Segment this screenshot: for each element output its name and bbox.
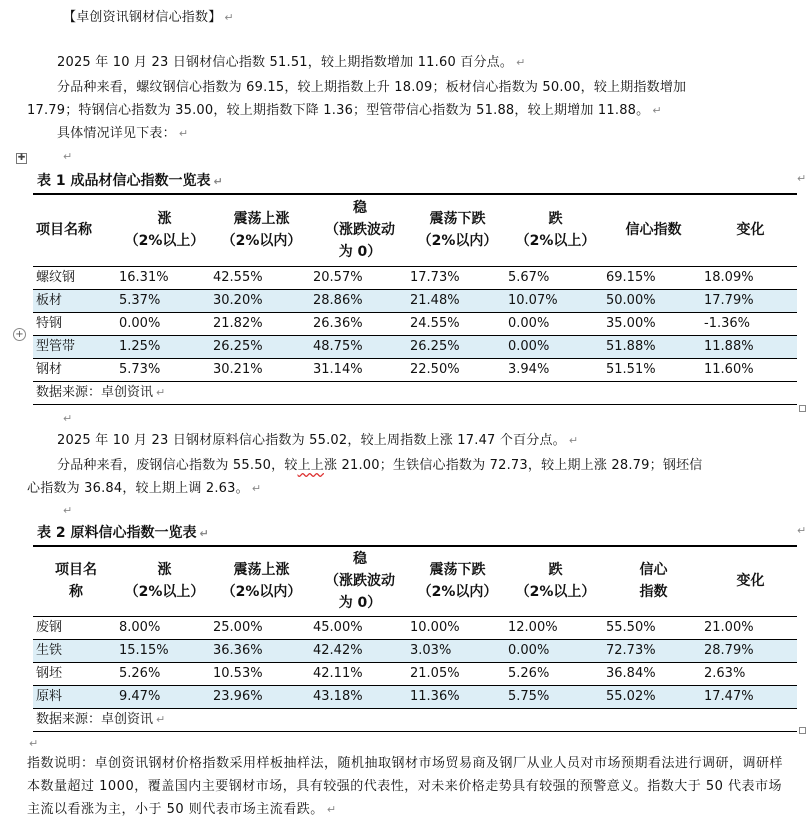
paragraph-4: 2025 年 10 月 23 日钢材原料信心指数为 55.02，较上周指数上涨 17.47 个百分点。 ↵ <box>57 433 579 448</box>
row-label: 型管带 <box>33 335 116 358</box>
header-cell-stable: 稳 （涨跌波动 为 0） <box>310 194 407 266</box>
table-cell: 26.25% <box>407 335 505 358</box>
paragraph-mark-icon: ↵ <box>251 482 262 495</box>
table-cell: 25.00% <box>210 616 310 639</box>
table-cell: 18.09% <box>701 266 797 289</box>
table-cell: 26.25% <box>210 335 310 358</box>
table-cell: 3.03% <box>407 639 505 662</box>
table-cell: 5.73% <box>116 358 210 381</box>
paragraph-mark-icon: ↵ <box>568 434 579 447</box>
table-row <box>33 266 797 289</box>
table-cell: 17.73% <box>407 266 505 289</box>
table-cell: 31.14% <box>310 358 407 381</box>
table-row <box>33 662 797 685</box>
table-cell: 0.00% <box>116 312 210 335</box>
row-label: 废钢 <box>33 616 116 639</box>
row-label: 板材 <box>33 289 116 312</box>
table-2-source-row <box>33 708 797 731</box>
table-cell: 2.63% <box>701 662 797 685</box>
header-cell-item-name: 项目名 称 <box>33 546 116 616</box>
header-cell-volatile-rise: 震荡上涨 （2%以内） <box>210 546 310 616</box>
table-cell: 17.79% <box>701 289 797 312</box>
table-cell: 21.82% <box>210 312 310 335</box>
paragraph-2-line-2: 17.79；特钢信心指数为 35.00，较上期指数下降 1.36；型管带信心指数为 51.88，较上期增加 11.88。 ↵ <box>27 103 662 118</box>
table-cell: 26.36% <box>310 312 407 335</box>
table-cell: 30.21% <box>210 358 310 381</box>
header-cell-change: 变化 <box>701 546 797 616</box>
header-cell-item-name: 项目名称 <box>33 194 116 266</box>
table-2-header-row <box>33 546 797 616</box>
paragraph-3: 具体情况详见下表： ↵ <box>57 126 189 141</box>
header-cell-rise: 涨 （2%以上） <box>116 546 210 616</box>
table-cell: 69.15% <box>603 266 701 289</box>
end-of-row-mark-icon: ↵ <box>797 524 807 537</box>
paragraph-5-line-2: 心指数为 36.84，较上期上调 2.63。 ↵ <box>27 481 262 496</box>
table-cell: 55.50% <box>603 616 701 639</box>
table-cell: 21.00% <box>701 616 797 639</box>
data-source-note: 数据来源：卓创资讯 ↵ <box>33 708 797 731</box>
table-row <box>33 289 797 312</box>
table-cell: 5.26% <box>116 662 210 685</box>
paragraph-mark-icon: ↵ <box>178 127 189 140</box>
paragraph-mark-icon: ↵ <box>156 712 166 726</box>
table-row <box>33 639 797 662</box>
table-cell: 36.84% <box>603 662 701 685</box>
table-cell: 23.96% <box>210 685 310 708</box>
table-row <box>33 616 797 639</box>
table-cell: 22.50% <box>407 358 505 381</box>
table-cell: 8.00% <box>116 616 210 639</box>
paragraph-mark-icon: ↵ <box>63 504 73 517</box>
row-label: 钢坯 <box>33 662 116 685</box>
paragraph-mark-icon: ↵ <box>63 150 73 163</box>
header-cell-stable: 稳 （涨跌波动 为 0） <box>310 546 407 616</box>
table-row <box>33 312 797 335</box>
table-cell: 28.86% <box>310 289 407 312</box>
table-cell: 42.55% <box>210 266 310 289</box>
table-cell: 55.02% <box>603 685 701 708</box>
row-label: 钢材 <box>33 358 116 381</box>
table-cell: 45.00% <box>310 616 407 639</box>
table-cell: 30.20% <box>210 289 310 312</box>
table-cell: 0.00% <box>505 312 603 335</box>
table-cell: 5.37% <box>116 289 210 312</box>
table-cell: 5.75% <box>505 685 603 708</box>
paragraph-mark-icon: ↵ <box>199 527 209 540</box>
table-cell: 21.48% <box>407 289 505 312</box>
end-of-row-mark-icon: ↵ <box>797 172 807 185</box>
table-cell: 11.60% <box>701 358 797 381</box>
table-cell: 48.75% <box>310 335 407 358</box>
table-cell: 3.94% <box>505 358 603 381</box>
paragraph-mark-icon: ↵ <box>29 737 39 750</box>
table-resize-handle-icon[interactable] <box>799 727 806 734</box>
paragraph-mark-icon: ↵ <box>213 175 223 188</box>
table-row <box>33 358 797 381</box>
header-cell-fall: 跌 （2%以上） <box>505 194 603 266</box>
table-cell: 20.57% <box>310 266 407 289</box>
table-cell: 21.05% <box>407 662 505 685</box>
table-2-caption: 表 2 原料信心指数一览表 ↵ <box>37 525 209 541</box>
table-cell: 24.55% <box>407 312 505 335</box>
table-move-handle-icon[interactable]: ✚ <box>17 153 26 163</box>
table-1 <box>33 193 797 405</box>
table-cell: 42.42% <box>310 639 407 662</box>
table-cell: 36.36% <box>210 639 310 662</box>
paragraph-mark-icon: ↵ <box>326 803 337 816</box>
table-cell: 5.26% <box>505 662 603 685</box>
paragraph-5-line-1: 分品种来看，废钢信心指数为 55.50，较上上涨 21.00；生铁信心指数为 72.73，较上期上涨 28.79；钢坯信 <box>57 458 703 473</box>
table-row <box>33 685 797 708</box>
data-source-note: 数据来源：卓创资讯 ↵ <box>33 381 797 404</box>
table-cell: 10.00% <box>407 616 505 639</box>
spelling-flag[interactable]: 上上 <box>297 458 324 473</box>
paragraph-mark-icon: ↵ <box>516 56 526 69</box>
table-cell: -1.36% <box>701 312 797 335</box>
table-row <box>33 335 797 358</box>
insert-row-icon[interactable]: + <box>13 328 26 341</box>
header-cell-confidence-index: 信心指数 <box>603 194 701 266</box>
header-cell-rise: 涨 （2%以上） <box>116 194 210 266</box>
table-cell: 5.67% <box>505 266 603 289</box>
table-cell: 11.36% <box>407 685 505 708</box>
header-cell-volatile-fall: 震荡下跌 （2%以内） <box>407 546 505 616</box>
table-cell: 0.00% <box>505 639 603 662</box>
paragraph-mark-icon: ↵ <box>156 385 166 399</box>
header-cell-fall: 跌 （2%以上） <box>505 546 603 616</box>
table-cell: 51.88% <box>603 335 701 358</box>
table-cell: 11.88% <box>701 335 797 358</box>
table-cell: 28.79% <box>701 639 797 662</box>
row-label: 特钢 <box>33 312 116 335</box>
table-cell: 16.31% <box>116 266 210 289</box>
table-cell: 9.47% <box>116 685 210 708</box>
row-label: 螺纹钢 <box>33 266 116 289</box>
table-cell: 43.18% <box>310 685 407 708</box>
table-2 <box>33 545 797 732</box>
paragraph-1: 2025 年 10 月 23 日钢材信心指数 51.51，较上期指数增加 11.60 百分点。 ↵ <box>57 55 526 70</box>
table-cell: 10.07% <box>505 289 603 312</box>
table-cell: 17.47% <box>701 685 797 708</box>
table-1-header-row <box>33 194 797 266</box>
index-explanation-note: 指数说明：卓创资讯钢材价格指数采用样板抽样法，随机抽取钢材市场贸易商及钢厂从业人员对市场预期看法进行调研，调研样本数量超过 1000，覆盖国内主要钢材市场，具有较强的代表性，对未来价格走势具有较强的预警意义。指数大于 50 代表市场主流以看涨为主，小于 50 则代表市场主流看跌。 ↵ <box>27 756 784 817</box>
table-cell: 35.00% <box>603 312 701 335</box>
row-label: 生铁 <box>33 639 116 662</box>
table-cell: 12.00% <box>505 616 603 639</box>
table-cell: 72.73% <box>603 639 701 662</box>
row-label: 原料 <box>33 685 116 708</box>
paragraph-2-line-1: 分品种来看，螺纹钢信心指数为 69.15，较上期指数上升 18.09；板材信心指数为 50.00，较上期指数增加 <box>57 80 687 95</box>
document-title: 【卓创资讯钢材信心指数】 ↵ <box>63 10 234 25</box>
table-cell: 10.53% <box>210 662 310 685</box>
table-cell: 42.11% <box>310 662 407 685</box>
paragraph-mark-icon: ↵ <box>224 11 234 24</box>
table-cell: 15.15% <box>116 639 210 662</box>
header-cell-confidence-index: 信心 指数 <box>603 546 701 616</box>
table-cell: 50.00% <box>603 289 701 312</box>
table-1-caption: 表 1 成品材信心指数一览表 ↵ <box>37 173 223 189</box>
table-cell: 0.00% <box>505 335 603 358</box>
table-cell: 1.25% <box>116 335 210 358</box>
header-cell-change: 变化 <box>701 194 797 266</box>
paragraph-mark-icon: ↵ <box>63 412 73 425</box>
table-1-source-row <box>33 381 797 404</box>
header-cell-volatile-rise: 震荡上涨 （2%以内） <box>210 194 310 266</box>
table-cell: 51.51% <box>603 358 701 381</box>
header-cell-volatile-fall: 震荡下跌 （2%以内） <box>407 194 505 266</box>
paragraph-mark-icon: ↵ <box>652 104 662 117</box>
table-resize-handle-icon[interactable] <box>799 405 806 412</box>
